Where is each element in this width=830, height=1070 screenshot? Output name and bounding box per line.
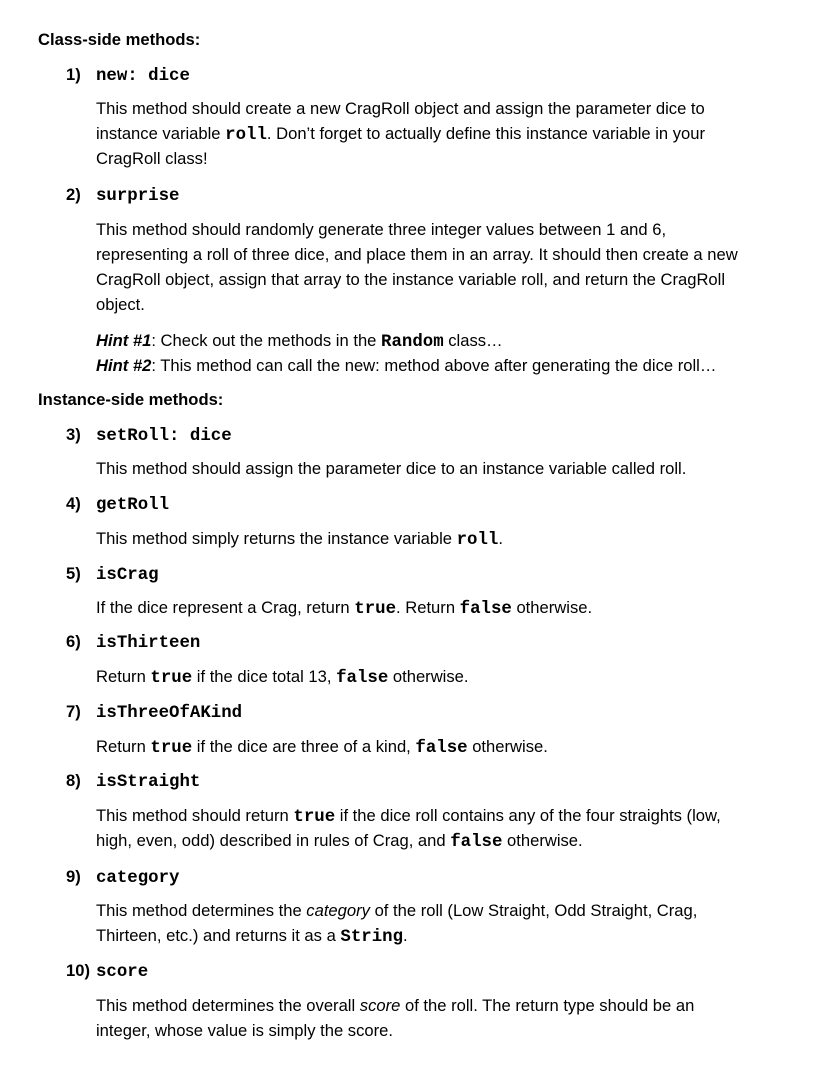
method-number: 2) — [66, 185, 81, 204]
code-roll: roll — [456, 531, 499, 550]
text-span: . — [498, 529, 503, 548]
method-heading-isthirteen — [66, 631, 200, 655]
code-true: true — [293, 808, 336, 827]
code-false: false — [415, 739, 468, 758]
description-line — [96, 664, 796, 689]
text-span: instance variable — [96, 124, 226, 143]
method-heading-getroll — [66, 493, 169, 517]
text-span: . Return — [396, 598, 460, 617]
text-span: If the dice represent a Crag, return — [96, 598, 355, 617]
method-description-isstraight — [96, 803, 796, 853]
description-line: representing a roll of three dice, and place them in an array. It should then create a new — [96, 245, 738, 264]
emphasis-category: category — [306, 901, 370, 920]
method-heading-isthreeofakind — [66, 701, 242, 725]
method-signature: isCrag — [96, 566, 159, 585]
code-false: false — [450, 833, 503, 852]
method-number: 7) — [66, 702, 81, 721]
method-number: 8) — [66, 771, 81, 790]
text-span: Thirteen, etc.) and returns it as a — [96, 926, 341, 945]
method-description-isthreeofakind — [96, 734, 796, 759]
text-span: This method simply returns the instance variable — [96, 529, 457, 548]
method-number: 1) — [66, 65, 81, 84]
code-true: true — [354, 600, 397, 619]
code-true: true — [150, 739, 193, 758]
method-signature: isStraight — [96, 773, 201, 792]
method-heading-isstraight — [66, 770, 200, 794]
code-false: false — [459, 600, 512, 619]
method-number: 4) — [66, 494, 81, 513]
method-number: 9) — [66, 867, 81, 886]
description-line: This method should assign the parameter dice to an instance variable called roll. — [96, 459, 687, 478]
text-span: otherwise. — [388, 667, 469, 686]
description-line — [96, 121, 796, 146]
text-span: of the roll (Low Straight, Odd Straight, Crag, — [369, 901, 698, 920]
text-span: if the dice roll contains any of the four straights (low, — [335, 806, 721, 825]
code-roll: roll — [225, 126, 267, 145]
description-line — [96, 993, 796, 1018]
description-line: This method should create a new CragRoll object and assign the parameter dice to — [96, 99, 705, 118]
text-span: : This method can call the new: method above after generating the dice roll… — [151, 356, 717, 375]
text-span: if the dice total 13, — [192, 667, 337, 686]
hint-line-2 — [96, 353, 796, 378]
method-description-isthirteen — [96, 664, 796, 689]
method-heading-iscrag — [66, 563, 159, 587]
description-line: object. — [96, 295, 145, 314]
text-span: . Don’t forget to actually define this instance variable in your — [266, 124, 706, 143]
method-description-new — [96, 96, 796, 171]
instance-side-heading: Instance-side methods: — [38, 390, 224, 409]
method-description-category — [96, 898, 796, 948]
text-span: of the roll. The return type should be an — [400, 996, 695, 1015]
code-random: Random — [381, 333, 444, 352]
code-false: false — [336, 669, 389, 688]
method-heading-setroll — [66, 424, 232, 448]
method-description-getroll — [96, 526, 796, 551]
method-signature: category — [96, 869, 180, 888]
method-description-setroll — [96, 456, 796, 481]
description-line: CragRoll class! — [96, 149, 208, 168]
description-line — [96, 526, 796, 551]
text-span: This method should return — [96, 806, 294, 825]
method-description-surprise — [96, 217, 796, 317]
text-span: high, even, odd) described in rules of Crag, and — [96, 831, 451, 850]
text-span: This method determines the — [96, 901, 307, 920]
hint-label: Hint #2 — [96, 356, 152, 375]
method-signature: new: dice — [96, 67, 190, 86]
method-heading-new — [66, 64, 190, 88]
method-signature: score — [96, 963, 149, 982]
hint-label: Hint #1 — [96, 331, 152, 350]
text-span: otherwise. — [467, 737, 548, 756]
description-line — [96, 803, 796, 828]
method-number: 3) — [66, 425, 81, 444]
method-signature: isThirteen — [96, 634, 201, 653]
description-line — [96, 923, 796, 948]
method-number: 5) — [66, 564, 81, 583]
code-string: String — [340, 928, 404, 947]
method-heading-category — [66, 866, 180, 890]
hint-line-1 — [96, 328, 796, 353]
text-span: Return — [96, 737, 151, 756]
text-span: . — [403, 926, 408, 945]
description-line: CragRoll object, assign that array to the instance variable roll, and return the CragRoll — [96, 270, 726, 289]
method-description-score — [96, 993, 796, 1043]
method-description-iscrag — [96, 595, 796, 620]
emphasis-score: score — [359, 996, 401, 1015]
text-span: otherwise. — [502, 831, 583, 850]
method-signature: surprise — [96, 187, 180, 206]
code-true: true — [150, 669, 193, 688]
text-span: otherwise. — [511, 598, 593, 617]
description-line — [96, 734, 796, 759]
method-signature: setRoll: dice — [96, 427, 232, 446]
method-heading-score — [66, 960, 148, 984]
text-span: Return — [96, 667, 151, 686]
method-signature: getRoll — [96, 496, 170, 515]
description-line — [96, 898, 796, 923]
text-span: if the dice are three of a kind, — [192, 737, 416, 756]
method-number: 10) — [66, 961, 90, 980]
class-side-heading: Class-side methods: — [38, 30, 201, 49]
hints-surprise — [96, 328, 796, 378]
description-line: integer, whose value is simply the score. — [96, 1021, 393, 1040]
method-signature: isThreeOfAKind — [96, 704, 243, 723]
description-line: This method should randomly generate three integer values between 1 and 6, — [96, 220, 667, 239]
text-span: : Check out the methods in the — [151, 331, 382, 350]
method-number: 6) — [66, 632, 81, 651]
text-span: class… — [443, 331, 503, 350]
description-line — [96, 828, 796, 853]
description-line — [96, 595, 796, 620]
method-heading-surprise — [66, 184, 180, 208]
text-span: This method determines the overall — [96, 996, 360, 1015]
